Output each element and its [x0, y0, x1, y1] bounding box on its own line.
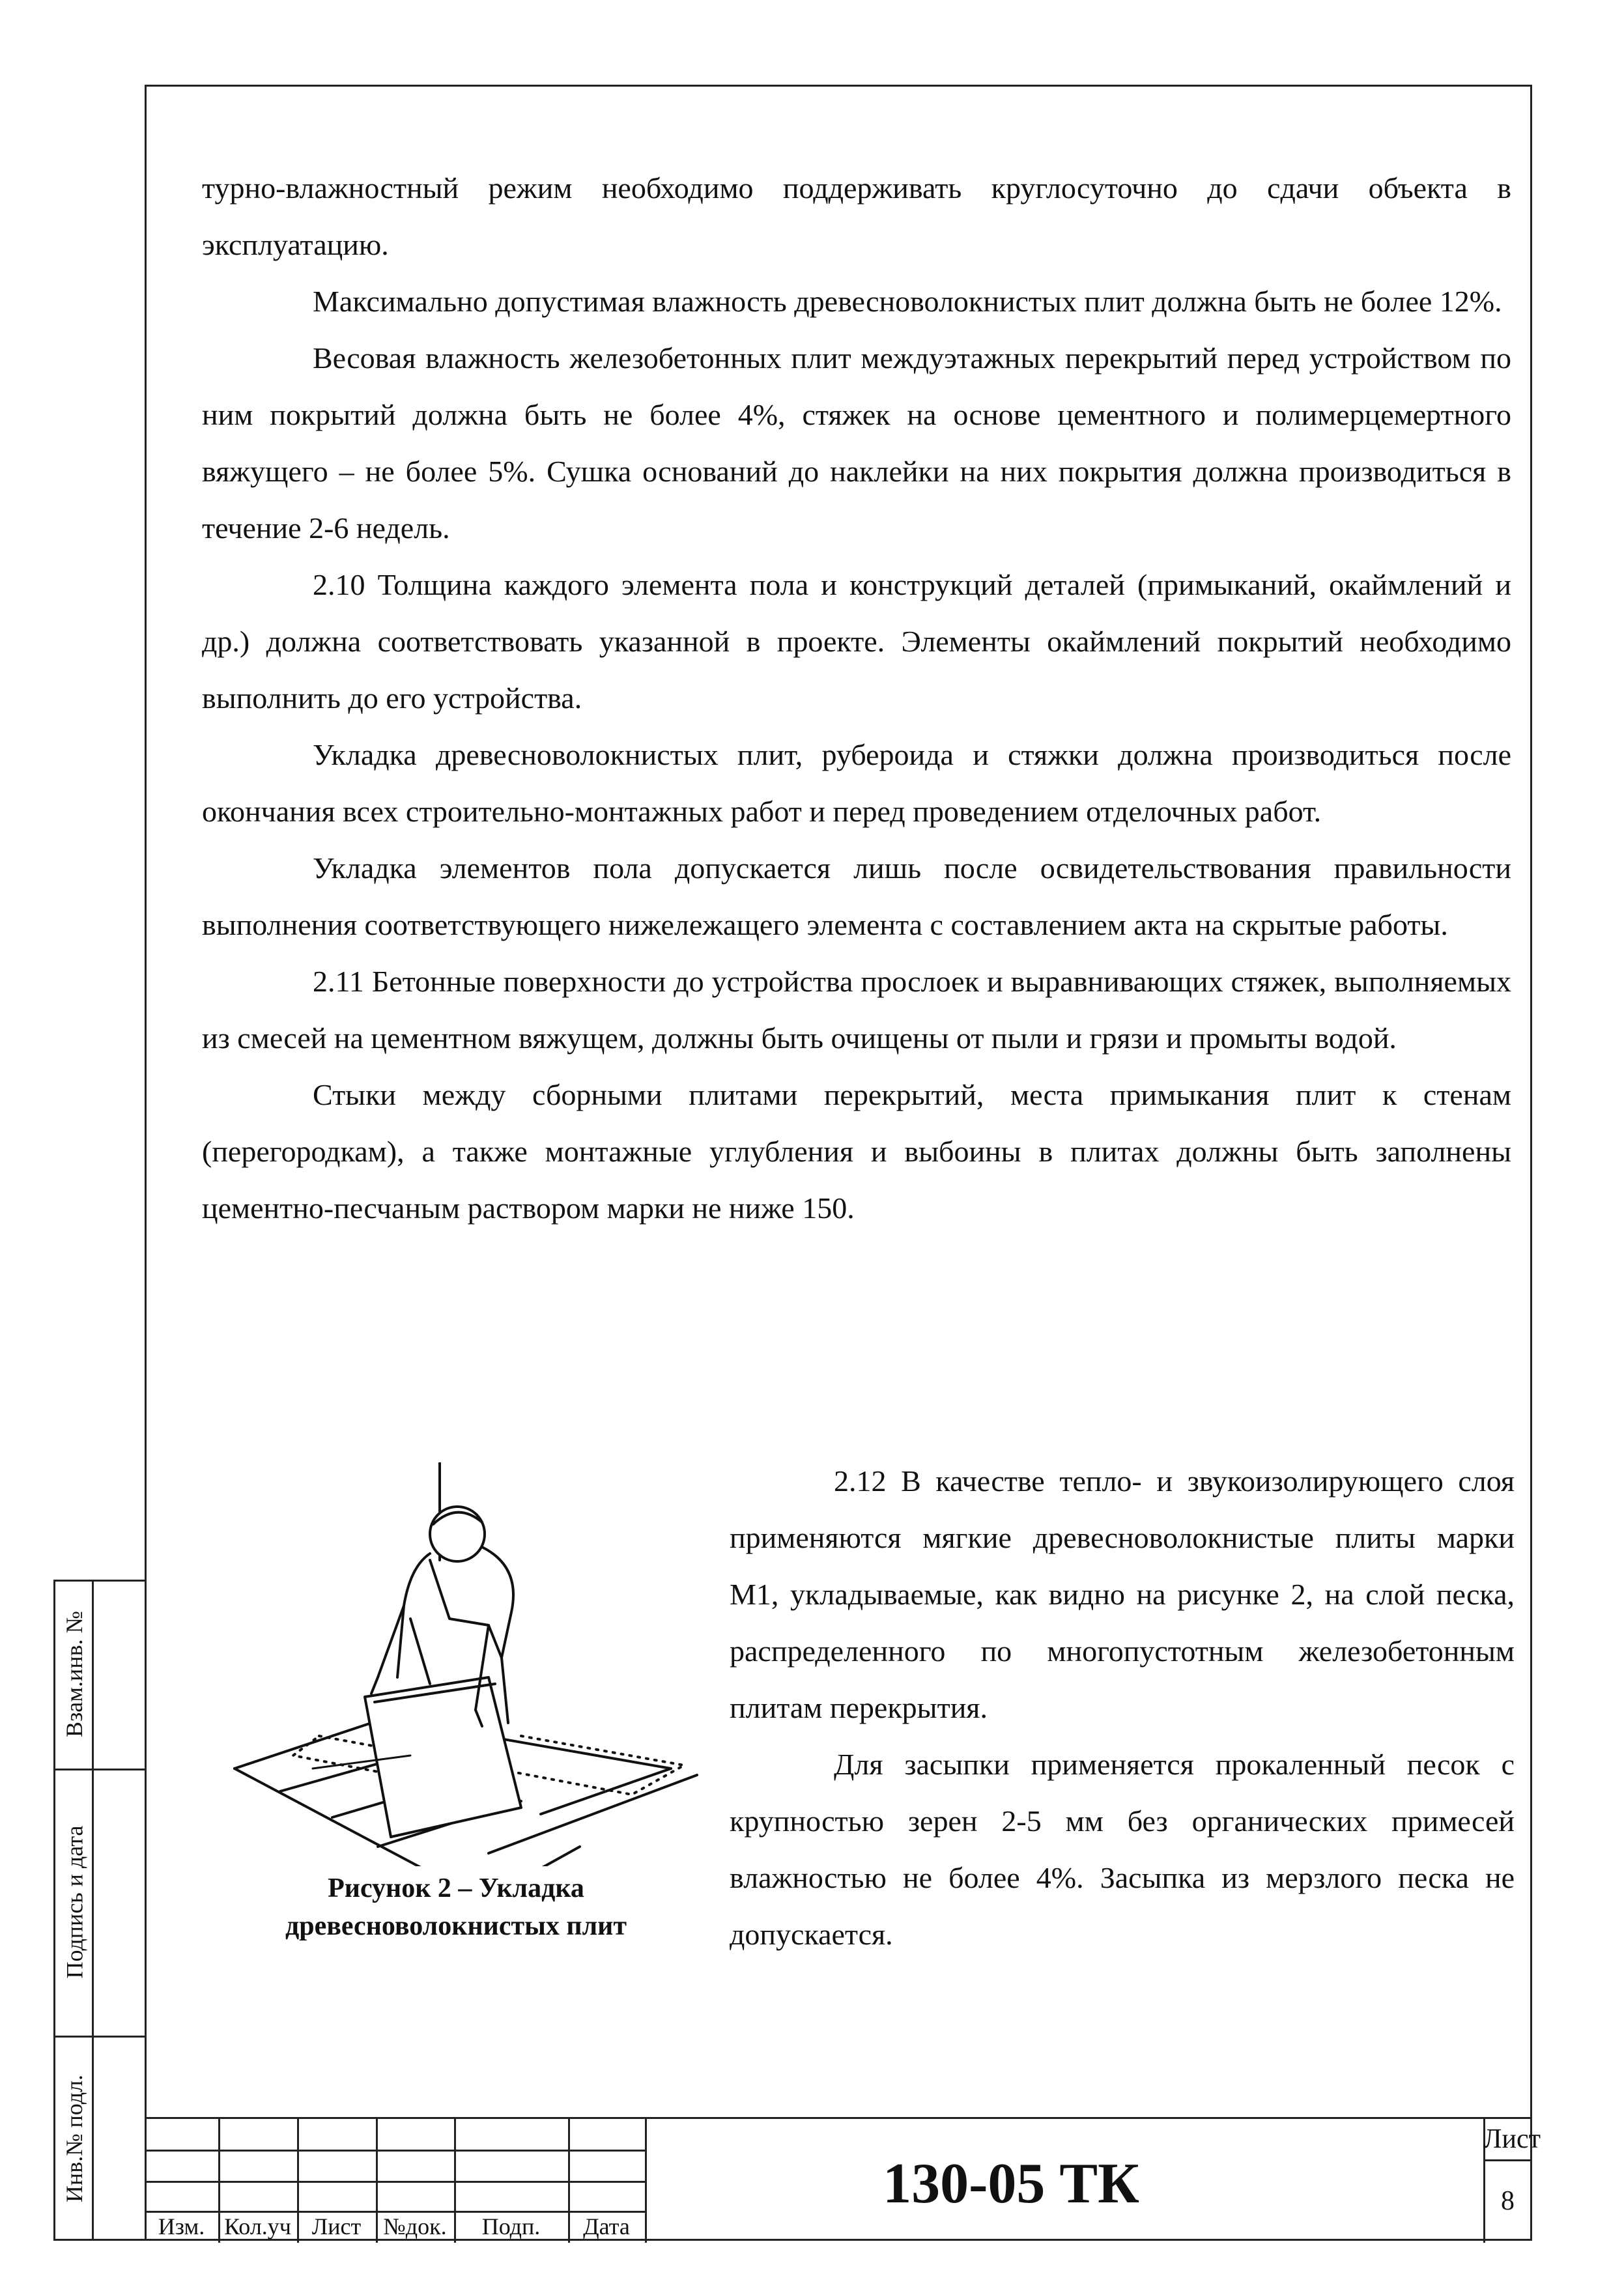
sheet-label: Лист: [1483, 2124, 1541, 2154]
inv-original-label: Инв.№ подл.: [61, 2074, 87, 2202]
side-text: [730, 1453, 1515, 1963]
body-text: [202, 160, 1511, 1236]
paragraph: Для засыпки применяется прокаленный песок с крупностью зерен 2-5 мм без органических примесей влажностью не более 4%. Засыпка из мерзлого песка не допускается.: [730, 1748, 1515, 1951]
sheet-number: 8: [1501, 2186, 1515, 2216]
col-podp: Подп.: [481, 2213, 541, 2239]
document-code: 130-05 ТК: [883, 2152, 1139, 2215]
col-ndok: №док.: [383, 2213, 447, 2239]
paragraph: Укладка элементов пола допускается лишь после освидетельствования правильности выполнения соответствующего нижележащего элемента с составлением акта на скрытые работы.: [202, 851, 1511, 941]
paragraph: 2.11 Бетонные поверхности до устройства прослоек и выравнивающих стяжек, выполняемых из смесей на цементном вяжущем, должны быть очищены от пыли и грязи и промыты водой.: [202, 965, 1511, 1055]
paragraph: Весовая влажность железобетонных плит междуэтажных перекрытий перед устройством по ним покрытий должна быть не более 4%, стяжек на основе цементного и полимерцемертного вяжущего – не более 5%. Сушка оснований до наклейки на них покрытия должна производиться в течение 2-6 недель.: [202, 341, 1511, 545]
figure-2: [202, 1462, 710, 1957]
col-izm: Изм.: [158, 2213, 205, 2239]
paragraph: Максимально допустимая влажность древесноволокнистых плит должна быть не более 12%.: [313, 285, 1502, 318]
paragraph: Стыки между сборными плитами перекрытий, места примыкания плит к стенам (перегородкам), а также монтажные углубления и выбоины в плитах должны быть заполнены цементно-песчаным раствором марки не ниже 150.: [202, 1078, 1511, 1225]
col-kol: Кол.уч: [224, 2213, 291, 2239]
figure-caption: Рисунок 2 – Укладка древесноволокнистых плит: [285, 1873, 627, 1941]
inv-substitute-label: Взам.инв. №: [61, 1611, 87, 1737]
paragraph: турно-влажностный режим необходимо поддерживать круглосуточно до сдачи объекта в эксплуатацию.: [202, 171, 1511, 261]
paragraph: 2.12 В качестве тепло- и звукоизолирующего слоя применяются мягкие древесноволокнистые плиты марки М1, укладываемые, как видно на рисунке 2, на слой песка, распределенного по многопустотным железобетонным плитам перекрытия.: [730, 1464, 1515, 1724]
paragraph: 2.10 Толщина каждого элемента пола и конструкций деталей (примыканий, окаймлений и др.) должна соответствовать указанной в проекте. Элементы окаймлений покрытий необходимо выполнить до его устройства.: [202, 568, 1511, 715]
tb-col-line: [645, 2119, 647, 2243]
paragraph: Укладка древесноволокнистых плит, рубероида и стяжки должна производиться после окончания всех строительно-монтажных работ и перед проведением отделочных работ.: [202, 738, 1511, 828]
left-stamp-strip: [53, 1580, 145, 2241]
col-data: Дата: [583, 2213, 630, 2239]
worker-laying-fiberboard-illustration: [215, 1462, 717, 1866]
title-block: [145, 2117, 1541, 2241]
col-list: Лист: [311, 2213, 362, 2239]
signature-date-label: Подпись и дата: [61, 1825, 88, 1979]
